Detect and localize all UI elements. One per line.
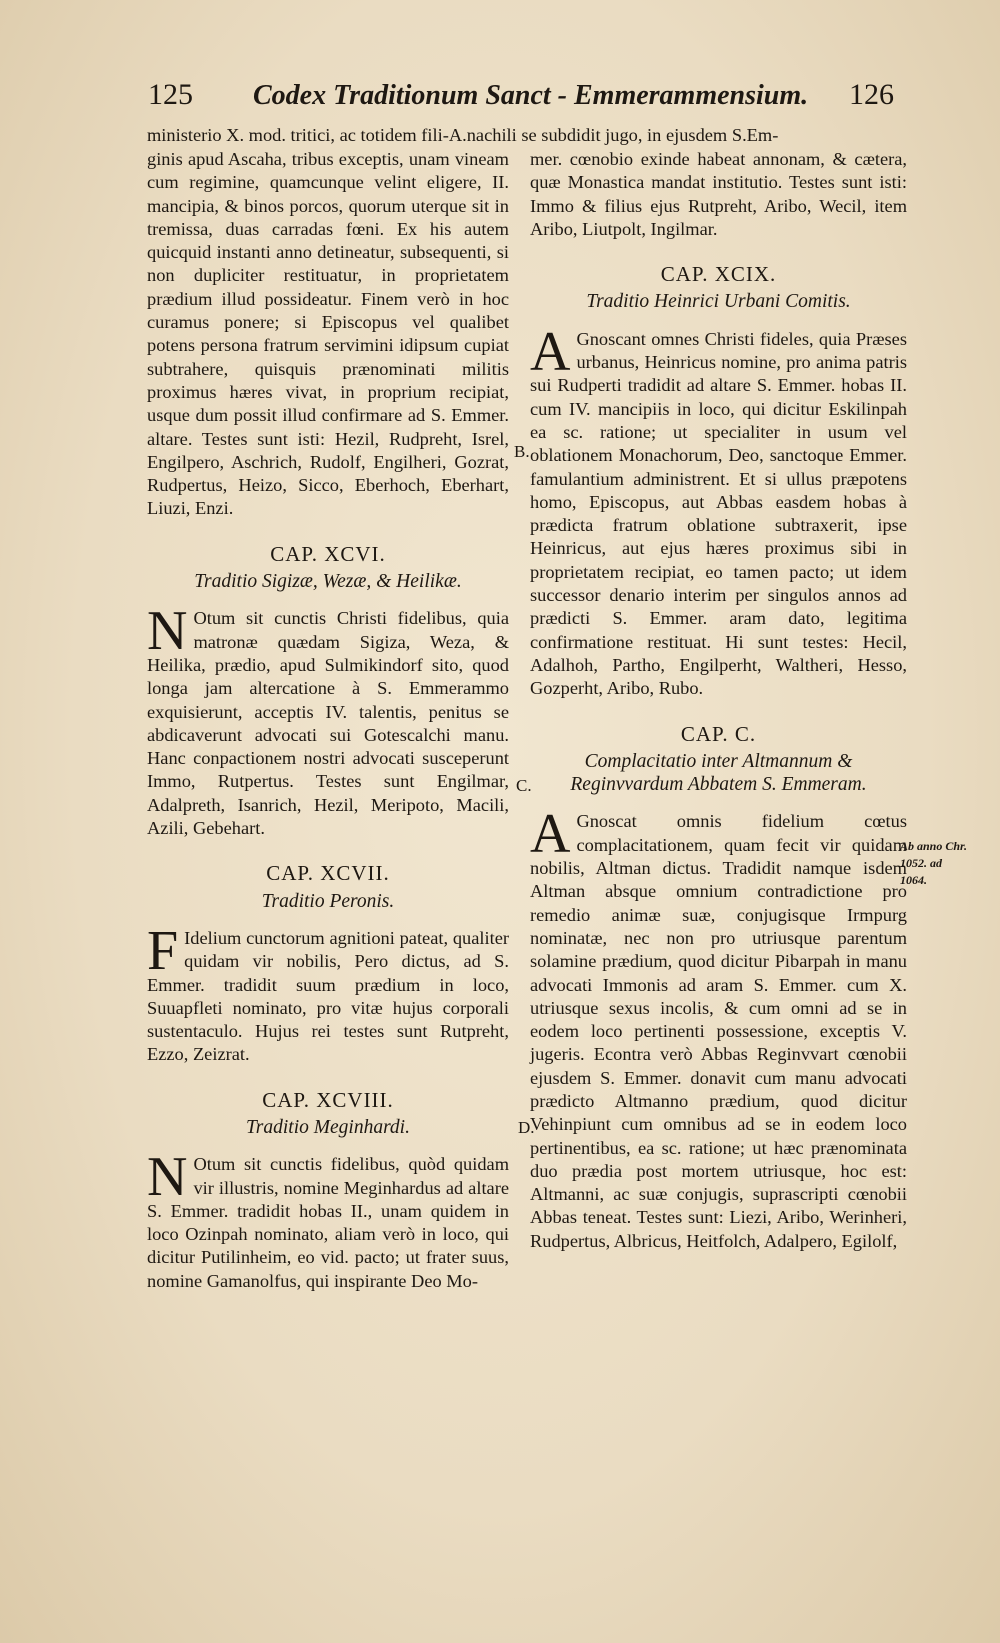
chapter-heading-100: CAP. C.: [680, 721, 757, 746]
drop-cap-99: A: [530, 320, 571, 383]
chapter-96-body: Otum sit cunctis Christi fidelibus, quia matronæ quædam Sigiza, Weza, & Heilika, prædio, apud Sulmikindorf sito, quod longa jam altercatione à S. Emmerammo exquisierunt, acceptis IV. talentis, penitus se abdicaverunt advocati sui Gotescalchi manu. Hanc conpactionem nostri advocati susceperunt Immo, Rutpertus. Testes sunt Engilmar, Adalpreth, Isanrich, Hezil, Meripoto, Macili, Azili, Gebehart.: [147, 608, 509, 839]
right-opening-paragraph: mer. cœnobio exinde habeat annonam, & cætera, quæ Monastica mandat institutio. Testes sunt isti: Immo & filius ejus Rutpreht, Aribo, Wecil, item Aribo, Liutpolt, Ingilmar.: [530, 149, 907, 239]
marginal-letter-c: C.: [516, 776, 532, 795]
page-number-left: 125: [148, 78, 193, 111]
running-title: Codex Traditionum Sanct - Emmerammensium.: [253, 80, 809, 111]
chapter-title-98: Traditio Meginhardi.: [246, 1116, 410, 1138]
drop-cap-97: F: [147, 919, 179, 982]
chapter-99-body: Gnoscant omnes Christi fideles, quia Præses urbanus, Heinricus nomine, pro anima patris sui Rudperti tradidit ad altare S. Emmer. hobas II. cum IV. mancipiis in loco, qui dicitur Eskilinpah ea sc. ratione; ut specialiter in usum vel oblationem Monachorum, Deo, sanctoque Emmer. famulantium administrent. Et si ullus præpotens homo, Episcopus, aut Abbas easdem hobas à prædicta fratrum oblatione subtraxerit, ipse Heinricus, aut ejus hæres proximus sibi in proprietatem recipiat, eo tamen pacto; ut idem successor denario interim per singulos annos ad prædicti S. Emmer. aram dato, legitima confirmatione restituat. Hi sunt testes: Hecil, Adalhoh, Partho, Engilperht, Waltheri, Hesso, Gozperht, Aribo, Rubo.: [530, 328, 907, 699]
chapter-title-99: Traditio Heinrici Urbani Comitis.: [586, 291, 851, 313]
left-column: [147, 148, 509, 1293]
chapter-98-body: Otum sit cunctis fidelibus, quòd quidam vir illustris, nomine Meginhardus ad altare S. Emmer. tradidit hobas II., unam quidem in loco Ozinpah nominato, aliam verò in loco, qui dicitur Putilinheim, eo vid. pacto; ut frater suus, nomine Gamanolfus, qui inspirante Deo Mo-: [147, 1154, 509, 1291]
text-body: [147, 124, 907, 1291]
drop-cap-96: N: [147, 600, 188, 663]
right-column: [530, 148, 907, 1253]
page-number-right: 126: [849, 78, 894, 111]
spanning-first-line: ministerio X. mod. tritici, ac totidem fili-A.nachili se subdidit jugo, in ejusdem S.Em-: [147, 125, 779, 145]
chapter-97-text: [147, 919, 509, 1067]
chapter-100-text: [530, 803, 907, 1253]
chapter-96-text: [147, 600, 509, 840]
chapter-99-text: [530, 320, 907, 701]
chapter-title-97: Traditio Peronis.: [261, 890, 395, 912]
date-sidenote: Ab anno Chr. 1052. ad 1064.: [900, 839, 968, 887]
chapter-title-96: Traditio Sigizæ, Wezæ, & Heilikæ.: [194, 571, 462, 593]
chapter-heading-96: CAP. XCVI.: [270, 541, 386, 566]
chapter-heading-99: CAP. XCIX.: [660, 262, 777, 287]
page-header: [148, 78, 908, 118]
chapter-100-body: Gnoscat omnis fidelium cœtus complacitationem, quam fecit vir quidam nobilis, Altman dictus. Tradidit namque isdem Altman absque omnium contradictione pro remedio animæ suæ, conjugisque Irmpurg nominatæ, nec non pro utriusque parentum solamine prædium, quod dicitur Pibarpah in manu advocati Immonis ad aram S. Emmer. cum X. utriusque sexus incolis, & cum omni ad se in eodem loco pertinenti possessione, exceptis V. jugeris. Econtra verò Abbas Reginvvart cœnobii ejusdem S. Emmer. donavit cum manu advocati prædicto Altmanno prædium, quod dicitur Vehinpiunt cum omnibus ad se in eodem loco pertinentibus, ea sc. ratione; ut hæc prænominata duo prædia post mortem utriusque, hoc est: Altmanni, ac suæ conjugis, suprascripti cœnobii Abbas teneat. Testes sunt: Liezi, Aribo, Werinheri, Rudpertus, Albricus, Heitfolch, Adalpero, Egilolf,: [530, 811, 907, 1251]
chapter-heading-97: CAP. XCVII.: [266, 861, 390, 886]
marginal-letter-d: D.: [518, 1118, 535, 1137]
marginal-letter-b: B.: [514, 442, 530, 461]
chapter-97-body: Idelium cunctorum agnitioni pateat, qualiter quidam vir nobilis, Pero dictus, ad S. Emmer. tradidit suum prædium in loco, Suuapfleti nominato, pro vitæ hujus corporali sustentaculo. Hujus rei testes sunt Rutpreht, Ezzo, Zeizrat.: [147, 927, 509, 1065]
chapter-title-100: Complacitatio inter Altmannum & Reginvvardum Abbatem S. Emmeram.: [570, 750, 867, 796]
chapter-98-text: [147, 1146, 509, 1293]
chapter-heading-98: CAP. XCVIII.: [262, 1087, 394, 1112]
drop-cap-98: N: [147, 1146, 188, 1209]
left-opening-paragraph: ginis apud Ascaha, tribus exceptis, unam vineam cum regimine, quamcunque velint eligere, II. mancipia, & binos porcos, quorum uterque sit in tremissa, duas carradas fœni. Ex his autem quicquid instanti anno detineatur, subsequenti, si non dupliciter restituatur, in proprietatem prædium illud possideatur. Finem verò in hoc curamus ponere; si Episcopus vel qualibet potens persona fratrum servimini idipsum cupiat subtrahere, quisquis prænominati militis proximus hæres vivat, in proprium recipiat, usque dum possit illud confirmare ad S. Emmer. altare. Testes sunt isti: Hezil, Rudpreht, Isrel, Engilpero, Aschrich, Rudolf, Engilheri, Gozrat, Rudpertus, Heizo, Sicco, Eberhoch, Eberhart, Liuzi, Enzi.: [147, 149, 509, 519]
drop-cap-100: A: [530, 803, 571, 866]
